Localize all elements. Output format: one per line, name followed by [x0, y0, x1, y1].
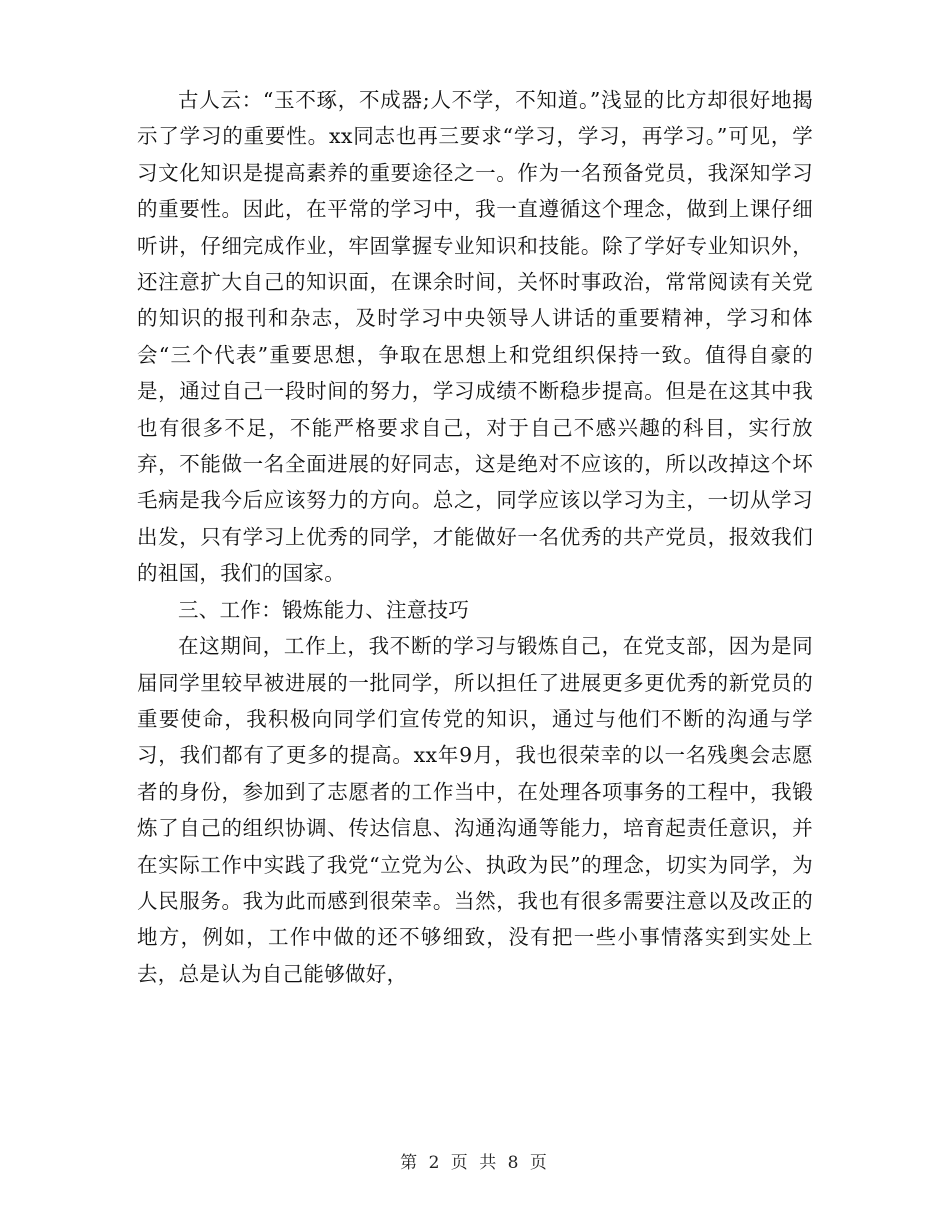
page-number-footer: 第 2 页 共 8 页: [400, 1153, 550, 1173]
paragraph-work: 在这期间，工作上，我不断的学习与锻炼自己，在党支部，因为是同届同学里较早被进展的一批同学，所以担任了进展更多更优秀的新党员的重要使命，我积极向同学们宣传党的知识，通过与他们不断的沟通与学习，我们都有了更多的提高。xx年9月，我也很荣幸的以一名残奥会志愿者的身份，参加到了志愿者的工作当中，在处理各项事务的工程中，我锻炼了自己的组织协调、传达信息、沟通沟通等能力，培育起责任意识，并在实际工作中实践了我党“立党为公、执政为民”的理念，切实为同学，为人民服务。我为此而感到很荣幸。当然，我也有很多需要注意以及改正的地方，例如，工作中做的还不够细致，没有把一些小事情落实到实处上去，总是认为自己能够做好，: [137, 634, 813, 986]
document-body: [137, 82, 813, 992]
section-heading-work: 三、工作：锻炼能力、注意技巧: [178, 597, 470, 622]
paragraph-study: 古人云：“玉不琢，不成器;人不学，不知道。”浅显的比方却很好地揭示了学习的重要性。xx同志也再三要求“学习，学习，再学习。”可见，学习文化知识是提高素养的重要途径之一。作为一名预备党员，我深知学习的重要性。因此，在平常的学习中，我一直遵循这个理念，做到上课仔细听讲，仔细完成作业，牢固掌握专业知识和技能。除了学好专业知识外，还注意扩大自己的知识面，在课余时间，关怀时事政治，常常阅读有关党的知识的报刊和杂志，及时学习中央领导人讲话的重要精神，学习和体会“三个代表”重要思想，争取在思想上和党组织保持一致。值得自豪的是，通过自己一段时间的努力，学习成绩不断稳步提高。但是在这其中我也有很多不足，不能严格要求自己，对于自己不感兴趣的科目，实行放弃，不能做一名全面进展的好同志，这是绝对不应该的，所以改掉这个坏毛病是我今后应该努力的方向。总之，同学应该以学习为主，一切从学习出发，只有学习上优秀的同学，才能做好一名优秀的共产党员，报效我们的祖国，我们的国家。: [137, 88, 813, 586]
